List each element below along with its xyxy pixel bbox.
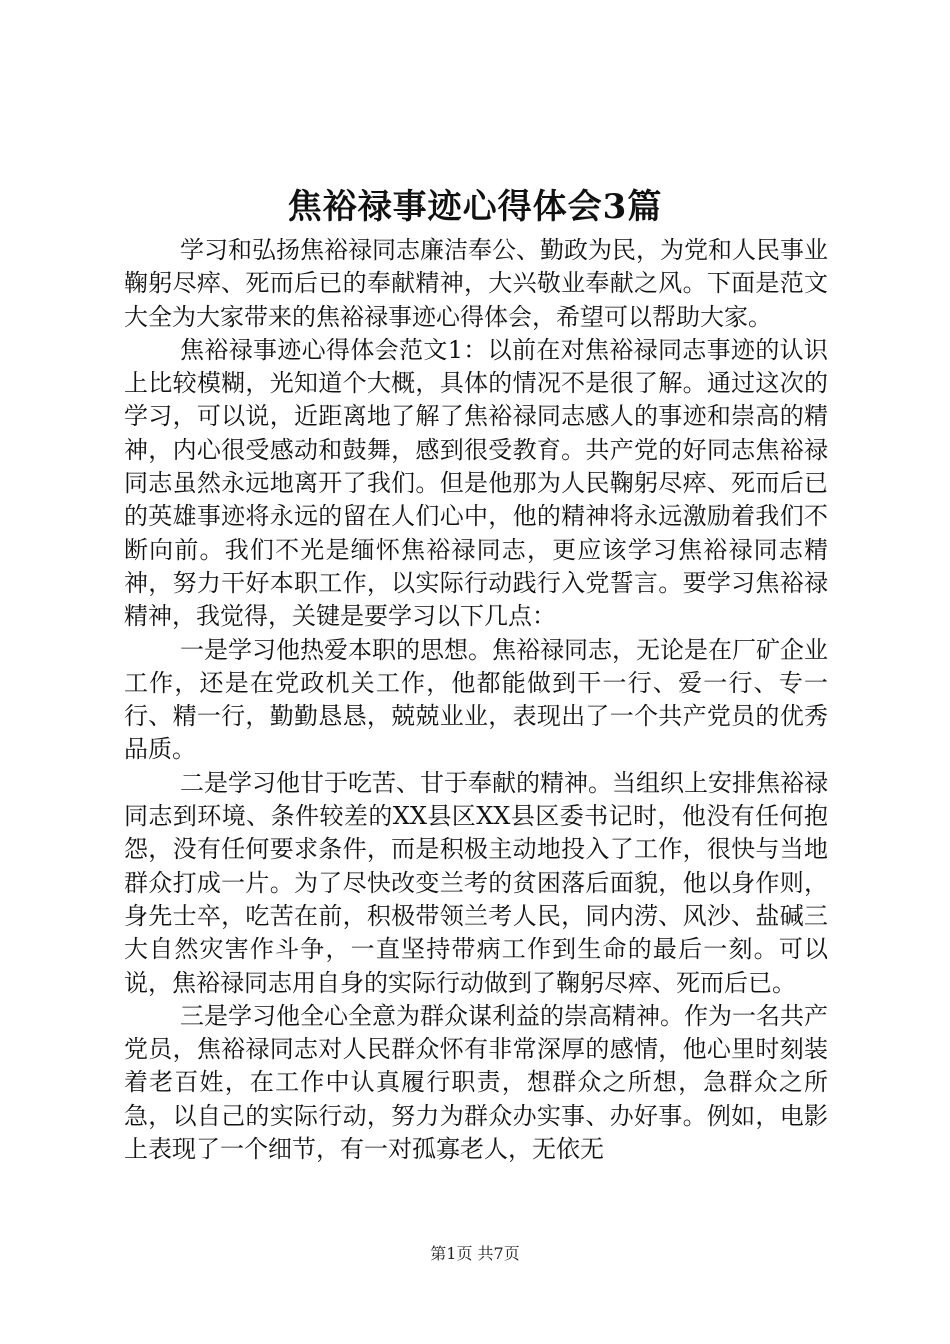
intro-paragraph: 学习和弘扬焦裕禄同志廉洁奉公、勤政为民，为党和人民事业鞠躬尽瘁、死而后已的奉献精神，大兴敬业奉献之风。下面是范文大全为大家带来的焦裕禄事迹心得体会，希望可以帮助大家。: [124, 236, 828, 331]
point-two-paragraph: 二是学习他甘于吃苦、甘于奉献的精神。当组织上安排焦裕禄同志到环境、条件较差的XX县区XX县区委书记时，他没有任何抱怨，没有任何要求条件，而是积极主动地投入了工作，很快与当地群众打成一片。为了尽快改变兰考的贫困落后面貌，他以身作则，身先士卒，吃苦在前，积极带领兰考人民，同内涝、风沙、盐碱三大自然灾害作斗争，一直坚持带病工作到生命的最后一刻。可以说，焦裕禄同志用自身的实际行动做到了鞠躬尽瘁、死而后已。: [124, 768, 828, 997]
point-three-paragraph: 三是学习他全心全意为群众谋利益的崇高精神。作为一名共产党员，焦裕禄同志对人民群众怀有非常深厚的感情，他心里时刻装着老百姓，在工作中认真履行职责，想群众之所想，急群众之所急，以自己的实际行动，努力为群众办实事、办好事。例如，电影上表现了一个细节，有一对孤寡老人，无依无: [124, 1001, 828, 1164]
document-body: [124, 234, 828, 1166]
essay-paragraph-1: 焦裕禄事迹心得体会范文1：以前在对焦裕禄同志事迹的认识上比较模糊，光知道个大概，具体的情况不是很了解。通过这次的学习，可以说，近距离地了解了焦裕禄同志感人的事迹和崇高的精神，内心很受感动和鼓舞，感到很受教育。共产党的好同志焦裕禄同志虽然永远地离开了我们。但是他那为人民鞠躬尽瘁、死而后已的英雄事迹将永远的留在人们心中，他的精神将永远激励着我们不断向前。我们不光是缅怀焦裕禄同志，更应该学习焦裕禄同志精神，努力干好本职工作，以实际行动践行入党誓言。要学习焦裕禄精神，我觉得，关键是要学习以下几点：: [124, 335, 828, 631]
page-title: 焦裕禄事迹心得体会3篇: [287, 187, 663, 227]
point-one-paragraph: 一是学习他热爱本职的思想。焦裕禄同志，无论是在厂矿企业工作，还是在党政机关工作，他都能做到干一行、爱一行、专一行、精一行，勤勤恳恳，兢兢业业，表现出了一个共产党员的优秀品质。: [124, 635, 828, 764]
page-number-footer: 第1页 共7页: [430, 1244, 520, 1263]
